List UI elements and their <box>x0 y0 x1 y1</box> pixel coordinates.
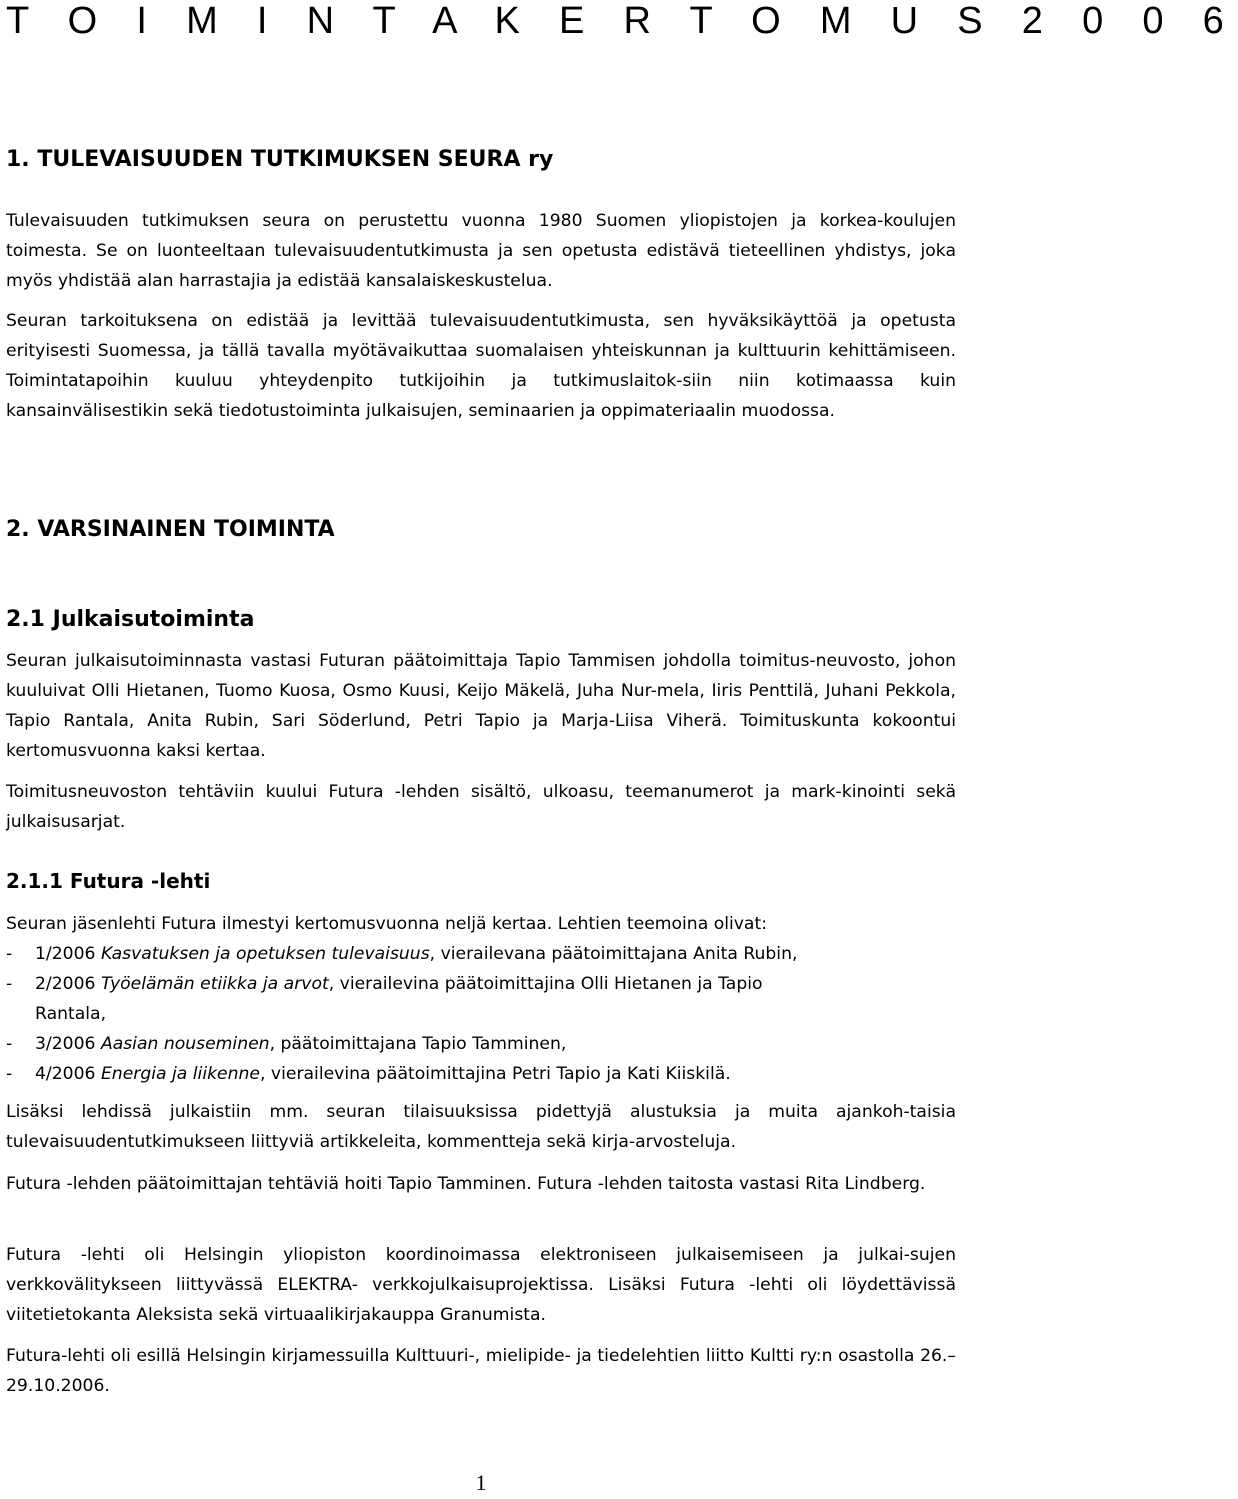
issue-detail: , päätoimittajana Tapio Tamminen, <box>269 1034 567 1054</box>
issue-number: 3/2006 <box>35 1034 96 1054</box>
issue-number: 2/2006 <box>35 974 96 994</box>
subsection-2-1-paragraph-1: Seuran julkaisutoiminnasta vastasi Futuran päätoimittaja Tapio Tammisen johdolla toimitus-neuvosto, johon kuuluivat Olli Hietanen, Tuomo Kuosa, Osmo Kuusi, Keijo Mäkelä, Juha Nur-mela, Iiris Penttilä, Juhani Pekkola, Tapio Rantala, Anita Rubin, Sari Söderlund, Petri Tapio ja Marja-Liisa Viherä. Toimituskunta kokoontui kertomusvuonna kaksi kertaa. <box>6 651 956 761</box>
subsection-2-1-paragraph-2: Toimitusneuvoston tehtäviin kuului Futura -lehden sisältö, ulkoasu, teemanumerot ja mark-kinointi sekä julkaisusarjat. <box>6 782 956 832</box>
paragraph-editor: Futura -lehden päätoimittajan tehtäviä hoiti Tapio Tamminen. Futura -lehden taitosta vastasi Rita Lindberg. <box>6 1174 926 1194</box>
paragraph-online-publishing: Futura -lehti oli Helsingin yliopiston koordinoimassa elektroniseen julkaisemiseen ja julkai-sujen verkkovälitykseen liittyvässä ELEKTRA- verkkojulkaisuprojektissa. Lisäksi Futura -lehti oli löydettävissä viitetietokanta Aleksista sekä virtuaalikirjakauppa Granumista. <box>6 1245 956 1325</box>
section-1-heading: 1. TULEVAISUUDEN TUTKIMUKSEN SEURA ry <box>6 147 554 172</box>
issue-item <box>6 969 956 999</box>
section-2-heading: 2. VARSINAINEN TOIMINTA <box>6 517 335 542</box>
issue-item <box>6 939 956 969</box>
page-number: 1 <box>475 1470 487 1495</box>
issue-item <box>6 1029 956 1059</box>
issue-detail: , vierailevina päätoimittajina Petri Tapio ja Kati Kiiskilä. <box>260 1064 731 1084</box>
issue-item-continuation: Rantala, <box>35 1004 107 1024</box>
issue-dash: - <box>6 1064 13 1084</box>
issue-theme: Aasian nouseminen <box>100 1034 270 1054</box>
issue-item <box>6 1059 956 1089</box>
section-1-paragraph-1: Tulevaisuuden tutkimuksen seura on perustettu vuonna 1980 Suomen yliopistojen ja korkea-koulujen toimesta. Se on luonteeltaan tulevaisuudentutkimusta ja sen opetusta edistävä tieteellinen yhdistys, joka myös yhdistää alan harrastajia ja edistää kansalaiskeskustelua. <box>6 211 956 291</box>
issue-theme: Työelämän etiikka ja arvot <box>100 974 329 994</box>
document-title: T O I M I N T A K E R T O M U S 2 0 0 6 <box>6 0 1238 42</box>
paragraph-additional-content: Lisäksi lehdissä julkaistiin mm. seuran tilaisuuksissa pidettyjä alustuksia ja muita ajankoh-taisia tulevaisuudentutkimukseen liittyviä artikkeleita, kommentteja sekä kirja-arvosteluja. <box>6 1102 956 1152</box>
issue-detail: , vierailevina päätoimittajina Olli Hietanen ja Tapio <box>328 974 763 994</box>
issue-theme: Kasvatuksen ja opetuksen tulevaisuus <box>100 944 430 964</box>
subsection-2-1-1-heading: 2.1.1 Futura -lehti <box>6 869 211 893</box>
issue-number: 4/2006 <box>35 1064 96 1084</box>
issue-detail: , vierailevana päätoimittajana Anita Rubin, <box>429 944 798 964</box>
paragraph-book-fair: Futura-lehti oli esillä Helsingin kirjamessuilla Kulttuuri-, mielipide- ja tiedelehtien liitto Kultti ry:n osastolla 26.–29.10.2006. <box>6 1346 956 1396</box>
issue-dash: - <box>6 1034 13 1054</box>
issue-number: 1/2006 <box>35 944 96 964</box>
subsection-2-1-heading: 2.1 Julkaisutoiminta <box>6 607 255 632</box>
section-1-paragraph-2: Seuran tarkoituksena on edistää ja levittää tulevaisuudentutkimusta, sen hyväksikäyttöä ja opetusta erityisesti Suomessa, ja tällä tavalla myötävaikuttaa suomalaisen yhteiskunnan ja kulttuurin kehittämiseen. Toimintatapoihin kuuluu yhteydenpito tutkijoihin ja tutkimuslaitok-siin niin kotimaassa kuin kansainvälisestikin sekä tiedotustoiminta julkaisujen, seminaarien ja oppimateriaalin muodossa. <box>6 311 956 421</box>
issues-intro: Seuran jäsenlehti Futura ilmestyi kertomusvuonna neljä kertaa. Lehtien teemoina olivat: <box>6 914 767 934</box>
issue-dash: - <box>6 944 13 964</box>
issue-dash: - <box>6 974 13 994</box>
issue-theme: Energia ja liikenne <box>100 1064 260 1084</box>
